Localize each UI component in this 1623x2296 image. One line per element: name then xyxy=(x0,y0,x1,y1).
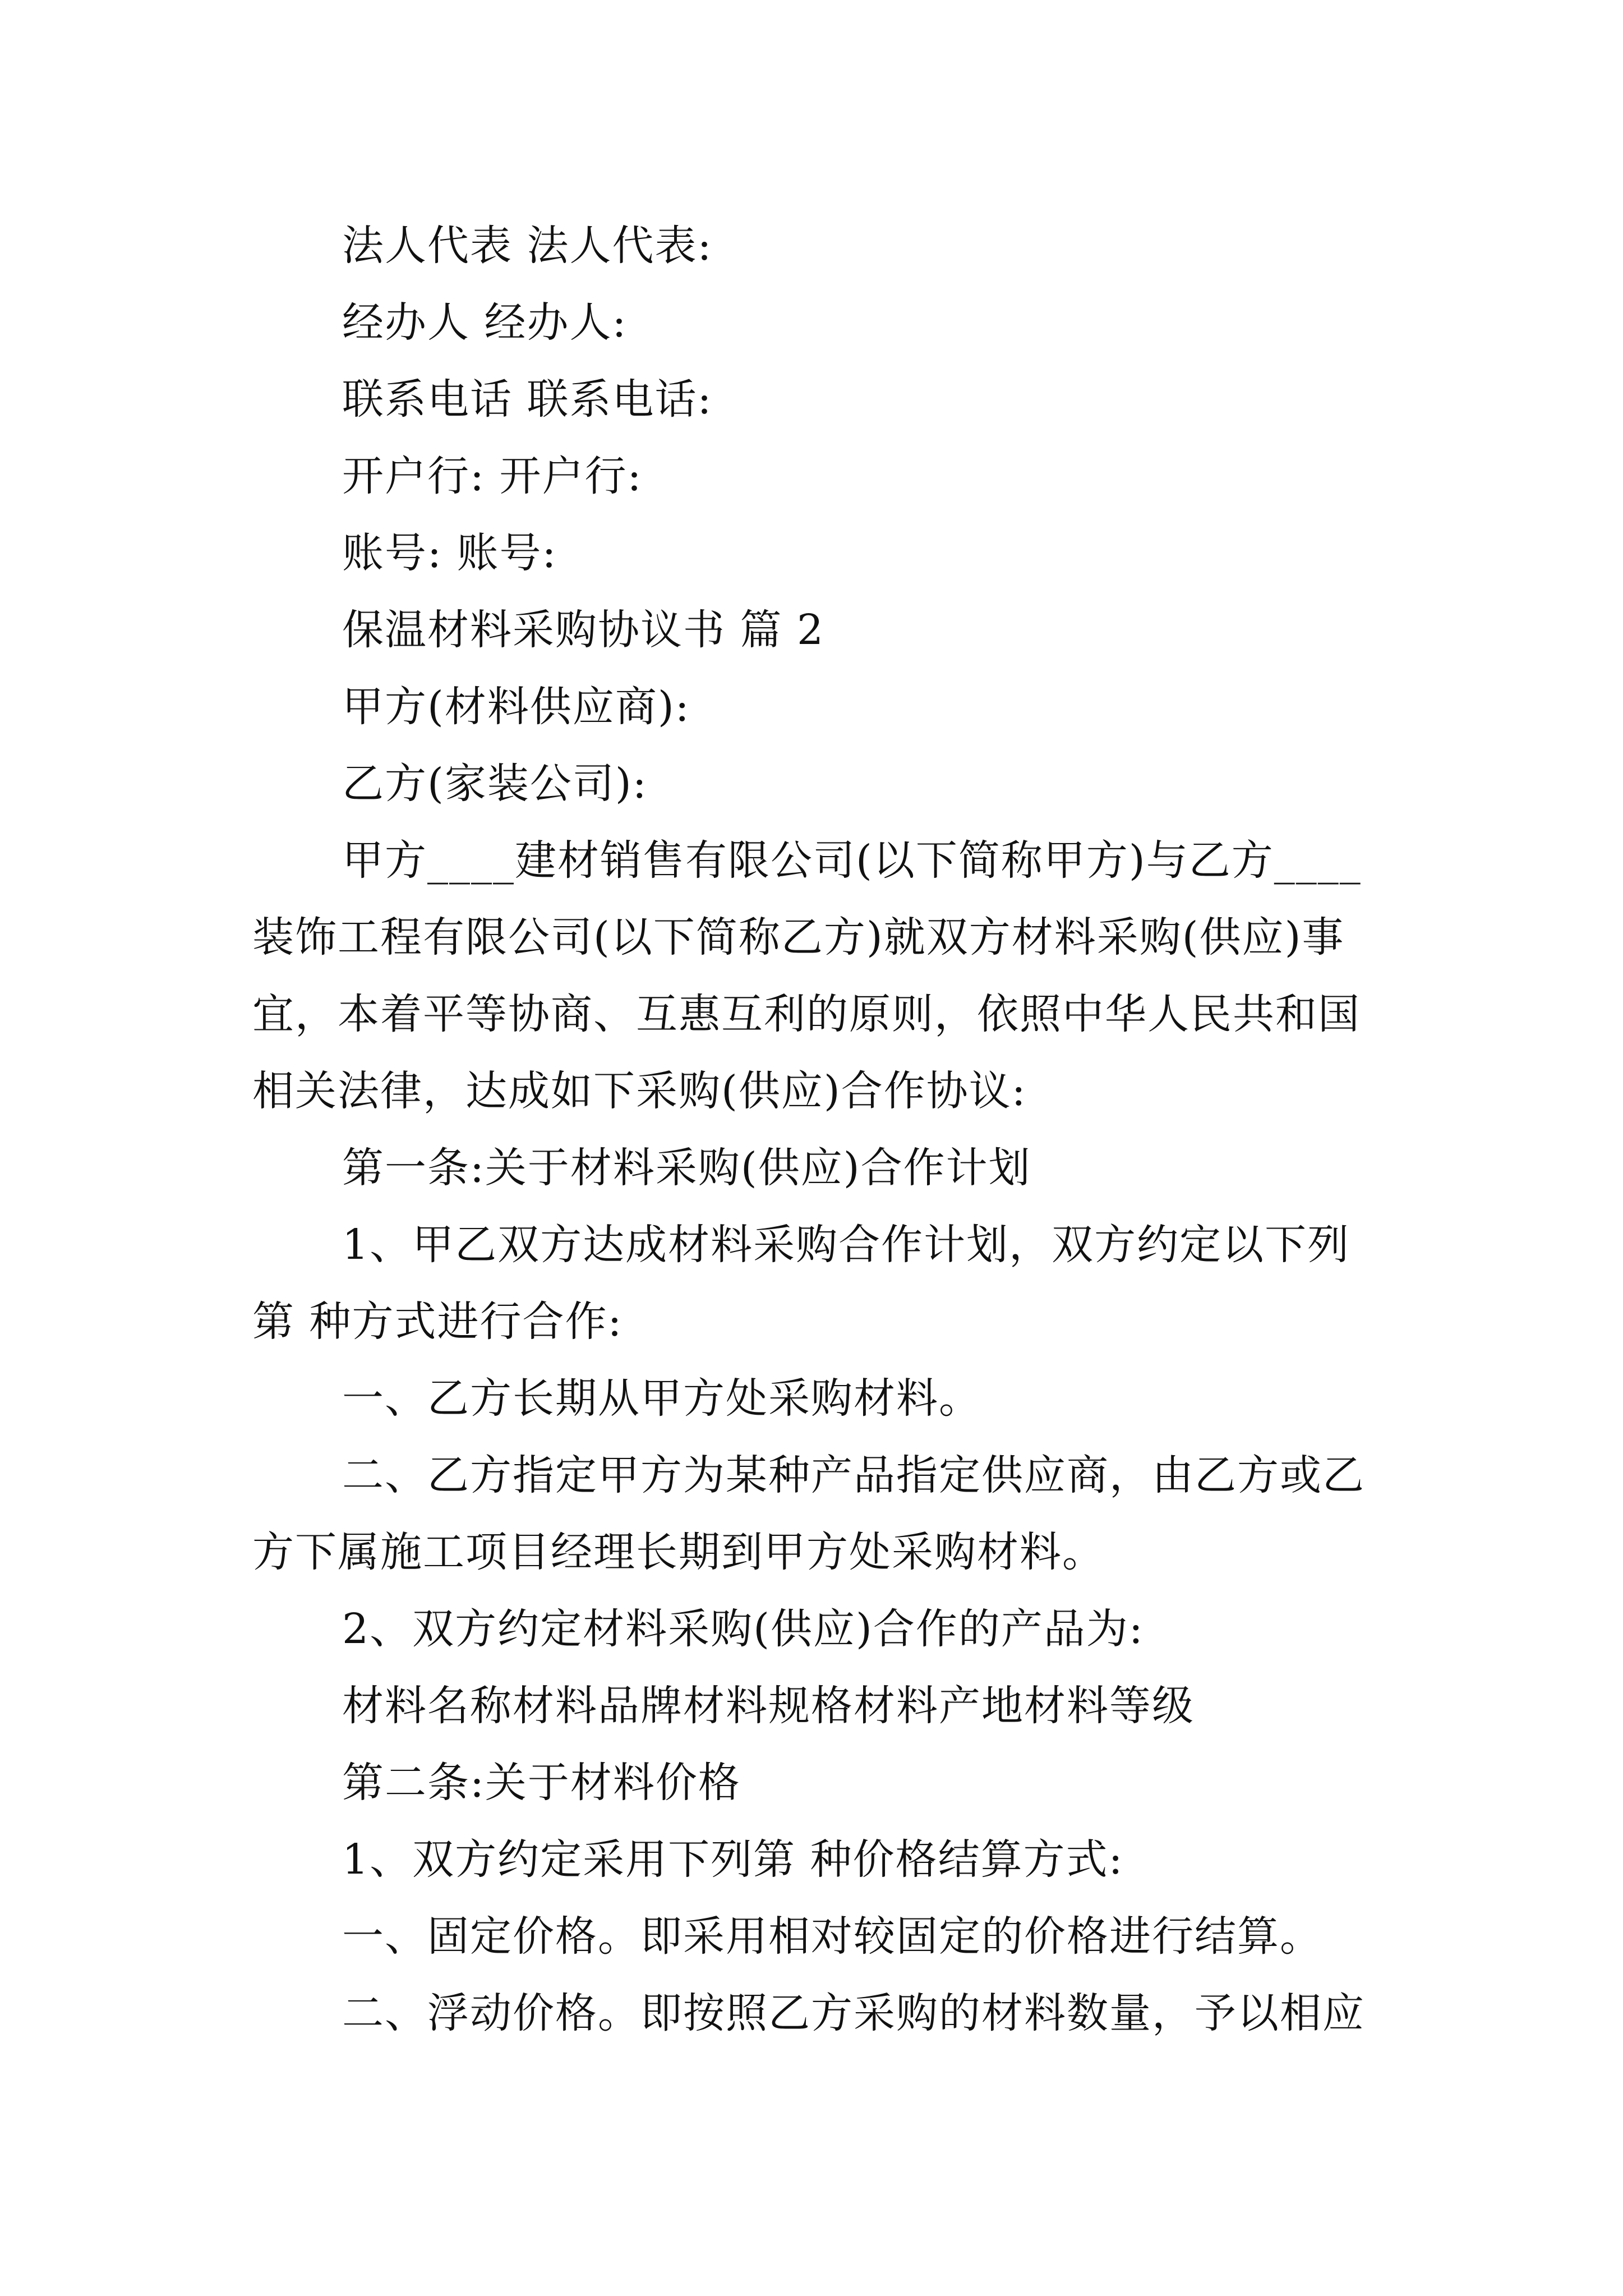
paragraph-line: 2、双方约定材料采购(供应)合作的产品为: xyxy=(342,1605,1144,1653)
signature-handler-line: 经办人 经办人: xyxy=(342,298,628,347)
document-body xyxy=(252,208,1385,2052)
signature-bank-line: 开户行: 开户行: xyxy=(342,452,643,500)
list-item: 一、固定价格。即采用相对较固定的价格进行结算。 xyxy=(342,1912,1322,1961)
material-columns-line: 材料名称材料品牌材料规格材料产地材料等级 xyxy=(342,1682,1195,1730)
paragraph-line: 第 种方式进行合作: xyxy=(252,1297,623,1346)
list-item: 二、乙方指定甲方为某种产品指定供应商，由乙方或乙 xyxy=(342,1451,1365,1499)
signature-legal-representative-line: 法人代表 法人代表: xyxy=(342,222,713,270)
party-b-line: 乙方(家装公司): xyxy=(342,760,648,808)
section-title: 保温材料采购协议书 篇 2 xyxy=(342,606,825,654)
article-heading: 第一条:关于材料采购(供应)合作计划 xyxy=(342,1144,1031,1192)
list-item: 一、乙方长期从甲方处采购材料。 xyxy=(342,1374,981,1423)
signature-account-line: 账号: 账号: xyxy=(342,529,557,577)
article-heading: 第二条:关于材料价格 xyxy=(342,1759,741,1807)
paragraph-line: 装饰工程有限公司(以下简称乙方)就双方材料采购(供应)事 xyxy=(252,913,1345,961)
paragraph-line: 宜，本着平等协商、互惠互利的原则，依照中华人民共和国 xyxy=(252,990,1361,1038)
list-item: 二、浮动价格。即按照乙方采购的材料数量，予以相应 xyxy=(342,1989,1365,2037)
paragraph-line: 方下属施工项目经理长期到甲方处采购材料。 xyxy=(252,1528,1105,1576)
paragraph-line: 1、甲乙双方达成材料采购合作计划，双方约定以下列 xyxy=(342,1221,1350,1269)
paragraph-line: 甲方____建材销售有限公司(以下简称甲方)与乙方____ xyxy=(342,836,1362,885)
party-a-line: 甲方(材料供应商): xyxy=(342,683,690,731)
paragraph-line: 1、双方约定采用下列第 种价格结算方式: xyxy=(342,1835,1124,1884)
signature-phone-line: 联系电话 联系电话: xyxy=(342,375,713,424)
paragraph-line: 相关法律，达成如下采购(供应)合作协议: xyxy=(252,1067,1027,1115)
